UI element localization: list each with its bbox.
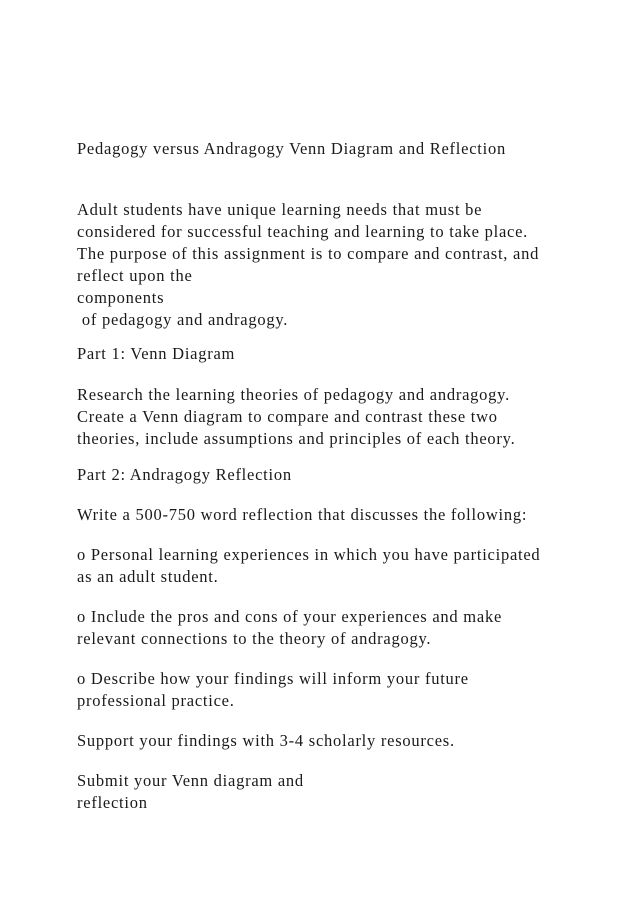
support-line: Support your findings with 3-4 scholarly resources. <box>77 731 455 750</box>
intro-line-4: reflect upon the <box>77 266 193 285</box>
part2-heading: Part 2: Andragogy Reflection <box>77 465 292 484</box>
bullet-3-line-1: o Describe how your findings will inform your future <box>77 669 469 688</box>
submit-line-1: Submit your Venn diagram and <box>77 771 304 790</box>
document-title: Pedagogy versus Andragogy Venn Diagram and Reflection <box>77 139 506 158</box>
intro-line-1: Adult students have unique learning needs that must be <box>77 200 483 219</box>
intro-line-2: considered for successful teaching and learning to take place. <box>77 222 529 241</box>
part1-line-2: Create a Venn diagram to compare and contrast these two <box>77 407 498 426</box>
bullet-3-line-2: professional practice. <box>77 691 235 710</box>
intro-line-6: of pedagogy and andragogy. <box>77 310 289 329</box>
intro-line-5: components <box>77 288 165 307</box>
part1-line-1: Research the learning theories of pedagogy and andragogy. <box>77 385 510 404</box>
bullet-2-line-1: o Include the pros and cons of your experiences and make <box>77 607 503 626</box>
submit-line-2: reflection <box>77 793 148 812</box>
bullet-1-line-2: as an adult student. <box>77 567 219 586</box>
part1-line-3: theories, include assumptions and principles of each theory. <box>77 429 516 448</box>
intro-line-3: The purpose of this assignment is to compare and contrast, and <box>77 244 540 263</box>
bullet-2-line-2: relevant connections to the theory of andragogy. <box>77 629 432 648</box>
part1-heading: Part 1: Venn Diagram <box>77 344 236 363</box>
bullet-1-line-1: o Personal learning experiences in which you have participated <box>77 545 541 564</box>
part2-line-1: Write a 500-750 word reflection that discusses the following: <box>77 505 528 524</box>
